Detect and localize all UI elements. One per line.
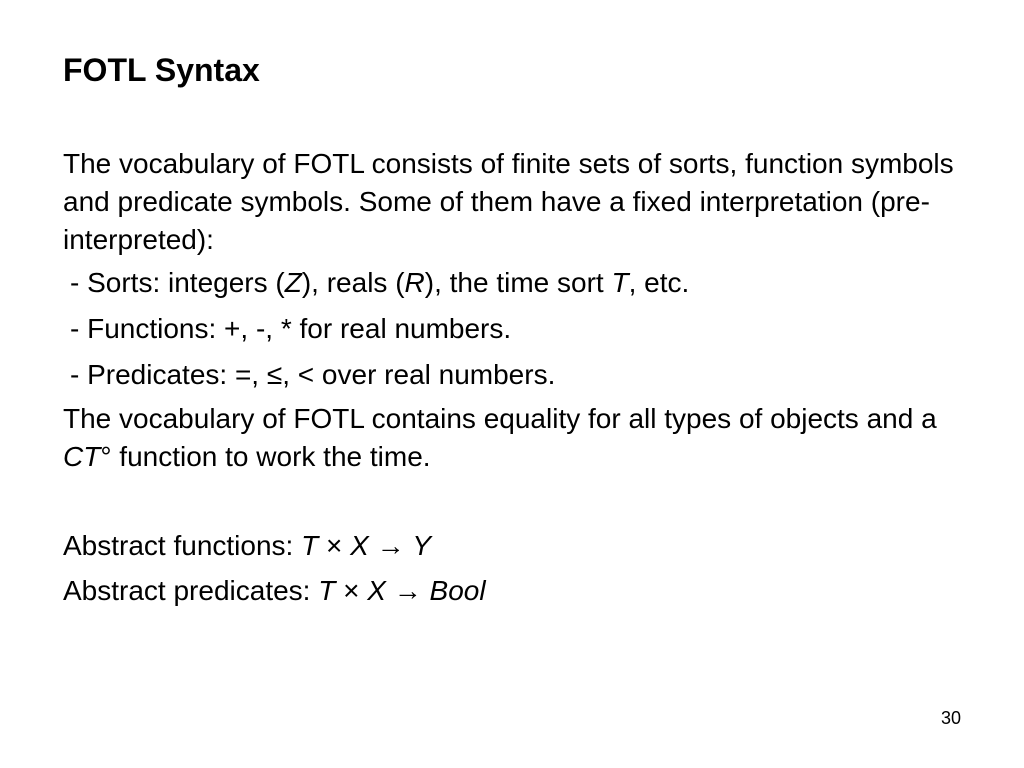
sorts-bullet xyxy=(70,264,970,302)
af-times-symbol: × xyxy=(318,530,351,561)
af-y-symbol: Y xyxy=(412,530,432,561)
sorts-reals-symbol: R xyxy=(404,267,425,298)
abstract-functions-label: Abstract functions: xyxy=(63,530,302,561)
af-x-symbol: X xyxy=(350,530,369,561)
predicates-bullet: - Predicates: =, ≤, < over real numbers. xyxy=(70,359,556,390)
ap-x-symbol: X xyxy=(367,575,386,606)
sorts-mid1: ), reals ( xyxy=(301,267,405,298)
sorts-integers-symbol: Z xyxy=(284,267,302,298)
sorts-tail: , etc. xyxy=(628,267,690,298)
ap-bool-symbol: Bool xyxy=(429,575,486,606)
ct-symbol: CT xyxy=(63,441,101,472)
af-arrow-symbol: → xyxy=(368,530,413,561)
abstract-functions-line xyxy=(63,527,963,565)
ap-t-symbol: T xyxy=(318,575,336,606)
equality-lead: The vocabulary of FOTL contains equality for all types of objects and a xyxy=(63,403,937,434)
abstract-predicates-line xyxy=(63,572,963,610)
ap-arrow-symbol: → xyxy=(385,575,430,606)
sorts-lead: - Sorts: integers ( xyxy=(70,267,285,298)
sorts-mid2: ), the time sort xyxy=(424,267,612,298)
af-t-symbol: T xyxy=(301,530,319,561)
sorts-time-symbol: T xyxy=(611,267,629,298)
equality-paragraph xyxy=(63,400,963,476)
abstract-predicates-label: Abstract predicates: xyxy=(63,575,319,606)
equality-tail: ° function to work the time. xyxy=(100,441,431,472)
ap-times-symbol: × xyxy=(335,575,368,606)
functions-bullet: - Functions: +, -, * for real numbers. xyxy=(70,313,512,344)
page-number: 30 xyxy=(940,708,961,728)
vocabulary-paragraph: The vocabulary of FOTL consists of finite sets of sorts, function symbols and predicate symbols. Some of them have a fixed interpretation (pre-interpreted): xyxy=(63,148,954,255)
slide-title: FOTL Syntax xyxy=(63,52,260,88)
